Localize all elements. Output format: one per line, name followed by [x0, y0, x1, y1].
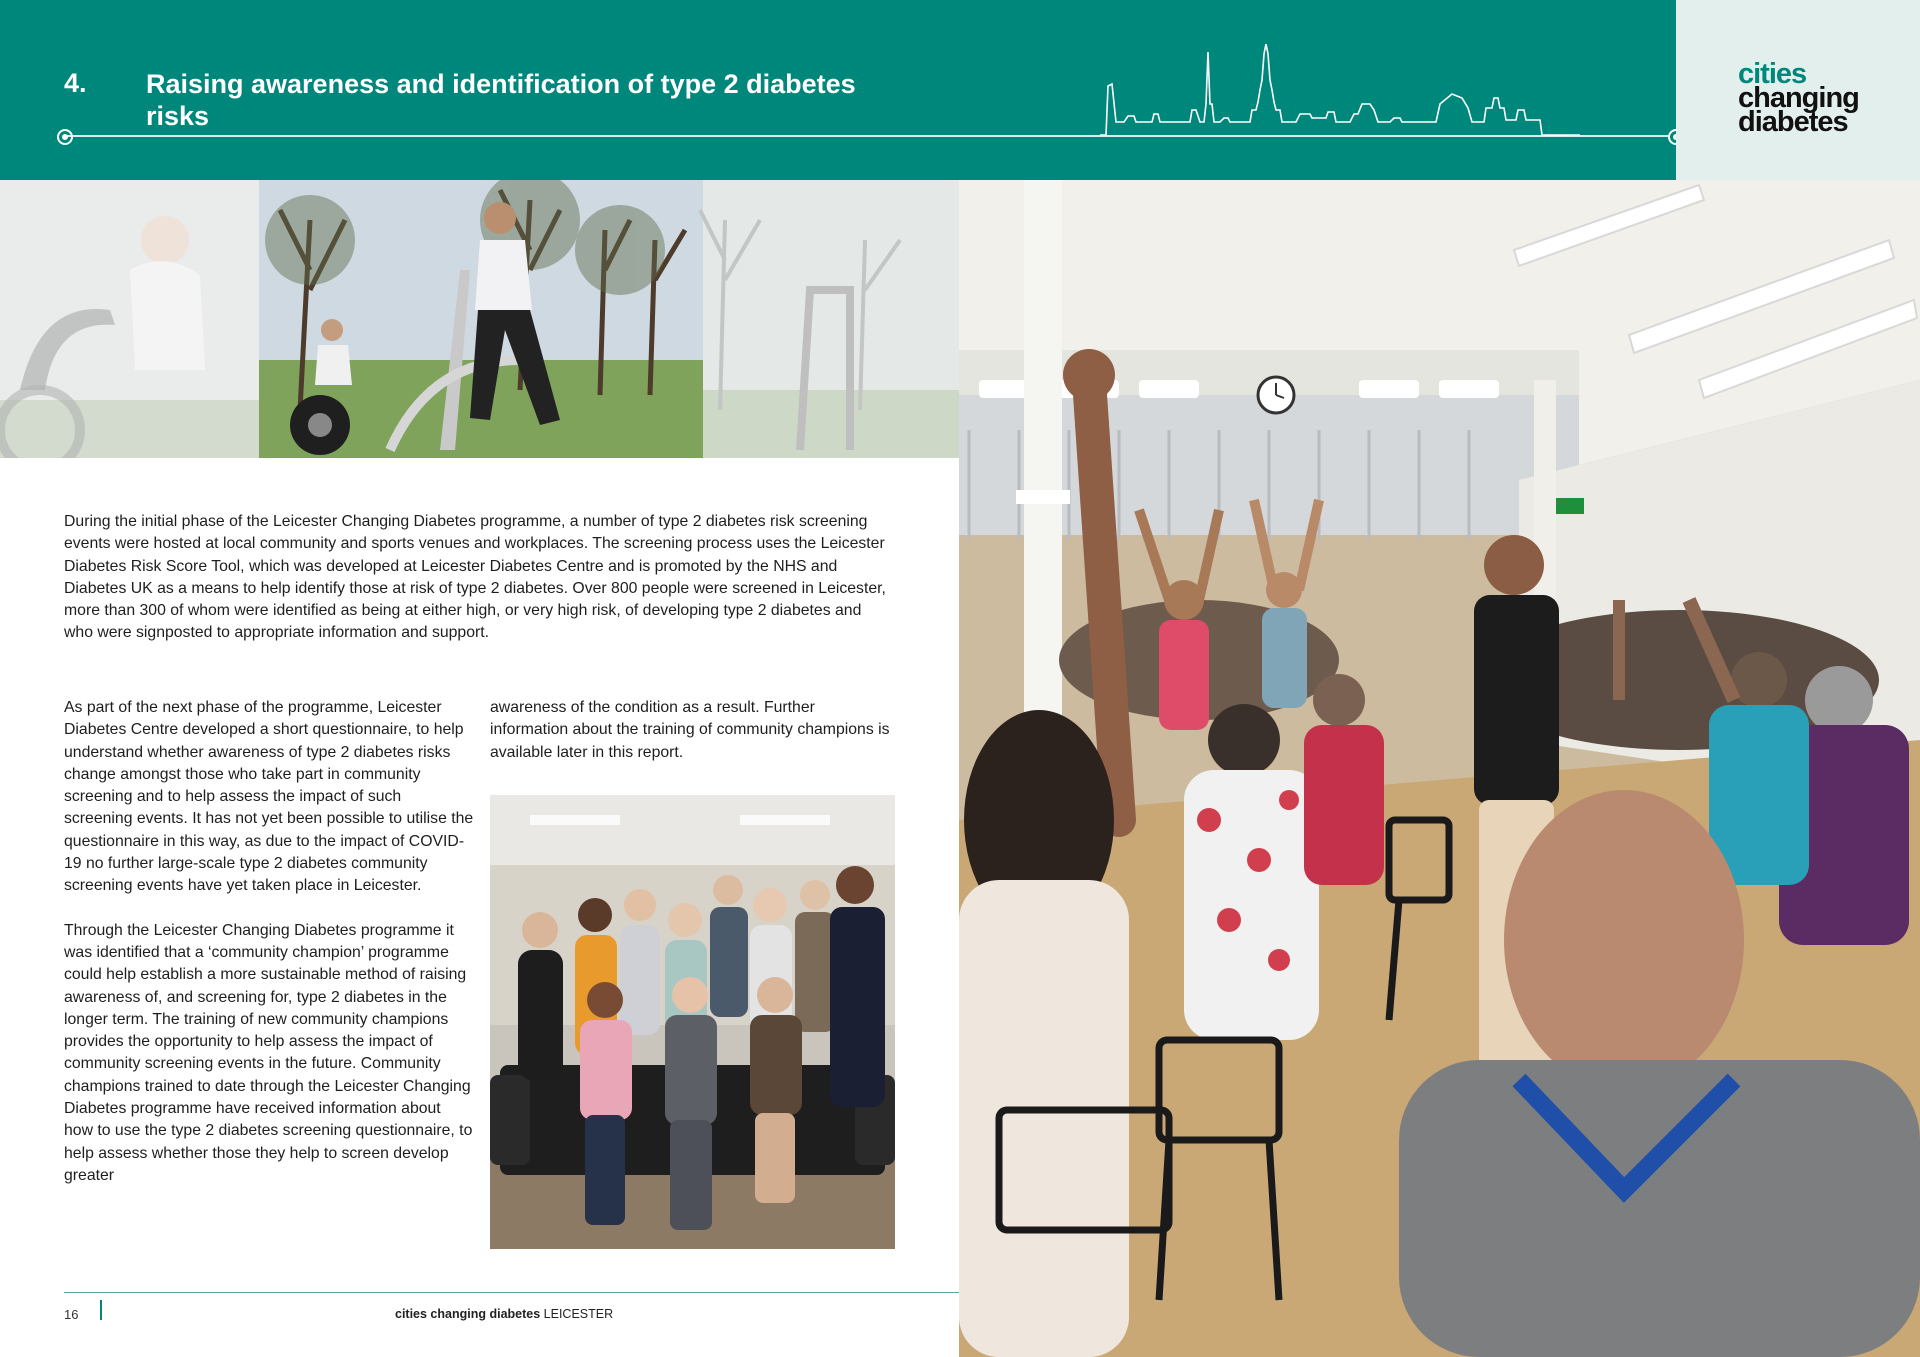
text-column-right [490, 697, 895, 764]
paragraph-community-champion: Through the Leicester Changing Diabetes programme it was identified that a ‘community champion’ programme could help establish a more sustainable method of raising awareness of, and screening for, type 2 diabetes in the longer term. The training of new community champions provides the opportunity to help assess the impact of community screening events in the future. Community champions trained to date through the Leicester Changing Diabetes programme have received information about how to use the type 2 diabetes screening questionnaire, to help assess whether those they help to screen develop greater [64, 921, 473, 1184]
city-skyline-icon [1100, 44, 1580, 136]
text-column-left [64, 697, 474, 1187]
section-number: 4. [64, 68, 87, 98]
team-group-photo [490, 795, 895, 1249]
logo-line-changing: changing [1738, 82, 1859, 114]
logo-line-diabetes: diabetes [1738, 106, 1848, 138]
page-number: 16 [64, 1307, 79, 1322]
outdoor-gym-photo [0, 180, 959, 458]
footer-brand [395, 1307, 613, 1321]
header-banner [0, 0, 1676, 180]
page-title: Raising awareness and identification of type 2 diabetes risks [146, 69, 856, 131]
footer-divider [64, 1292, 959, 1293]
footer-separator [100, 1300, 102, 1320]
paragraph-questionnaire: As part of the next phase of the programme, Leicester Diabetes Centre developed a short questionnaire, to help understand whether awareness of type 2 diabetes risks change amongst those who take part in community screening and to help assess the impact of such screening events. It has not yet been possible to utilise the questionnaire in this way, as due to the impact of COVID-19 no further large-scale type 2 diabetes community screening events have yet taken place in Leicester. [64, 699, 474, 895]
logo-line-cities: cities [1738, 58, 1807, 90]
intro-paragraph: During the initial phase of the Leicester Changing Diabetes programme, a number of type 2 diabetes risk screening events were hosted at local community and sports venues and workplaces. The screening process uses the Leicester Diabetes Risk Score Tool, which was developed at Leicester Diabetes Centre and is promoted by the NHS and Diabetes UK as a means to help identify those at risk of type 2 diabetes. Over 800 people were screened in Leicester, more than 300 of whom were identified as being at either high, or very high risk, of developing type 2 diabetes and who were signposted to appropriate information and support. [64, 513, 886, 642]
community-exercise-photo [959, 180, 1920, 1357]
brand-logo [1738, 58, 1859, 138]
paragraph-continued: awareness of the condition as a result. Further information about the training of community champions is available later in this report. [490, 699, 890, 761]
footer-brand-city: LEICESTER [543, 1307, 614, 1321]
line-end-left-icon [57, 129, 73, 145]
footer-brand-name: cities changing diabetes [395, 1307, 541, 1321]
logo-panel [1676, 0, 1920, 180]
